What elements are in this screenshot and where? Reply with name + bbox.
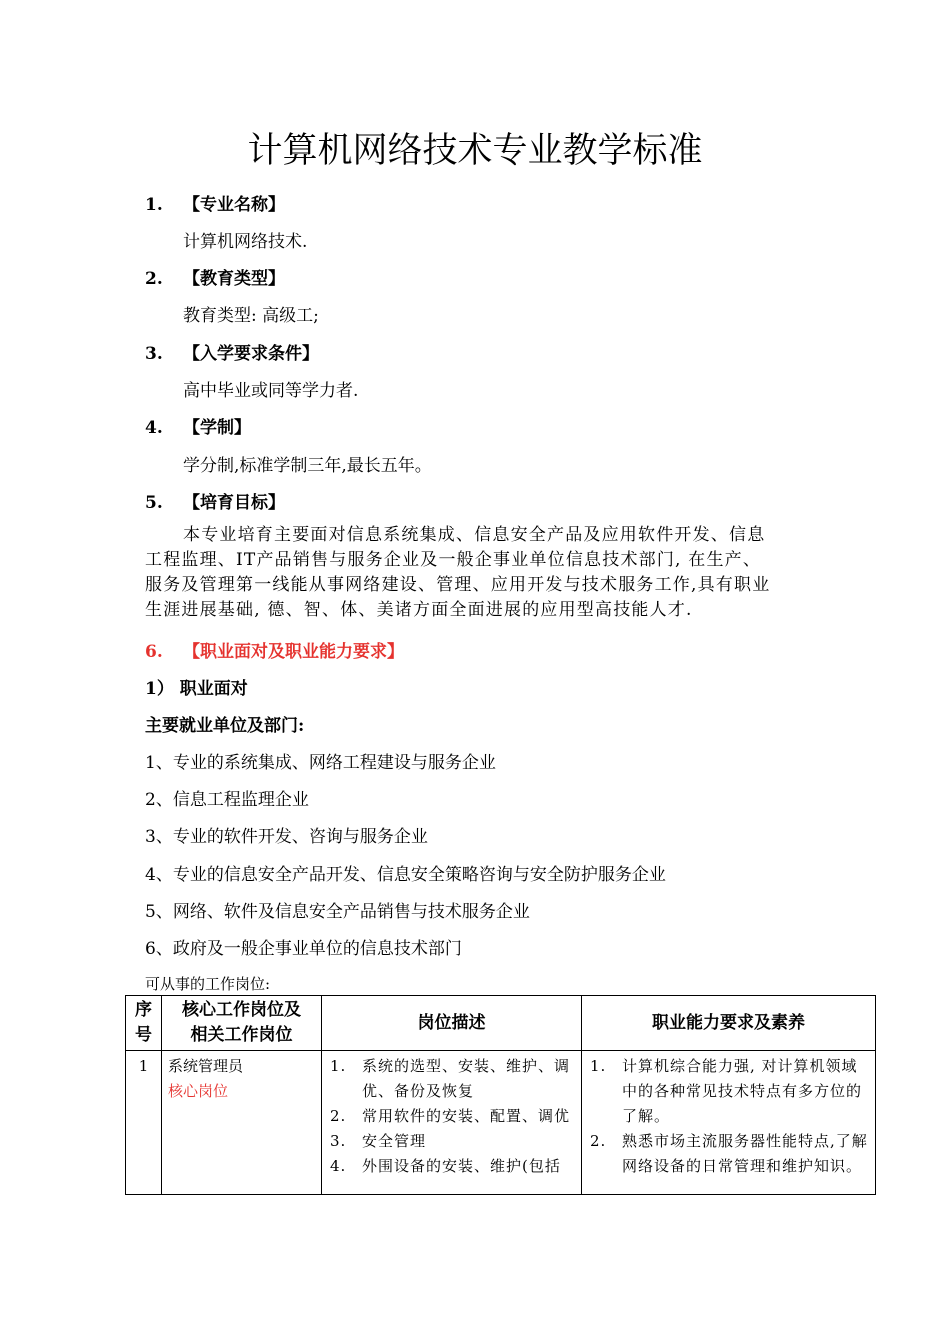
item-number: 1. <box>330 1057 347 1075</box>
paragraph-line: 生涯进展基础, 德、智、体、美诸方面全面进展的应用型高技能人才. <box>145 600 693 620</box>
item-text: 熟悉市场主流服务器性能特点,了解网络设备的日常管理和维护知识。 <box>622 1132 868 1175</box>
list-item <box>328 1054 575 1104</box>
post-tag: 核心岗位 <box>168 1082 229 1100</box>
item-text: 计算机综合能力强, 对计算机领域中的各种常见技术特点有多方位的了解。 <box>622 1057 863 1125</box>
section-heading-5 <box>145 488 285 513</box>
header-post-line: 相关工作岗位 <box>190 1025 293 1045</box>
section-number: 1. <box>145 195 163 215</box>
paragraph-line: 服务及管理第一线能从事网络建设、管理、应用开发与技术服务工作,具有职业 <box>145 575 771 595</box>
header-requirements: 职业能力要求及素养 <box>582 996 876 1051</box>
section-title: 【入学要求条件】 <box>183 344 319 364</box>
section-title: 【专业名称】 <box>183 195 285 215</box>
section-heading-1 <box>145 190 285 215</box>
table-row <box>126 1051 876 1195</box>
job-positions-table <box>125 995 876 1195</box>
unit-item: 2、信息工程监理企业 <box>145 790 309 810</box>
section-content-2: 教育类型: 高级工; <box>183 306 319 326</box>
item-number: 4. <box>330 1157 347 1175</box>
header-seq-line: 序 <box>135 1000 152 1020</box>
cell-requirements <box>582 1051 876 1195</box>
section-number: 5. <box>145 493 163 513</box>
header-post <box>162 996 322 1051</box>
unit-item: 3、专业的软件开发、咨询与服务企业 <box>145 827 428 847</box>
subheading: 1） 职业面对 <box>145 679 248 699</box>
list-item <box>328 1104 575 1129</box>
paragraph-line: 工程监理、IT产品销售与服务企业及一般企事业单位信息技术部门, 在生产、 <box>145 550 762 570</box>
item-number: 2. <box>590 1132 607 1150</box>
post-name: 系统管理员 <box>168 1057 244 1075</box>
item-text: 系统的选型、安装、维护、调优、备份及恢复 <box>362 1057 571 1100</box>
section-content-1: 计算机网络技术. <box>183 232 308 252</box>
item-number: 2. <box>330 1107 347 1125</box>
list-item <box>328 1154 575 1179</box>
section-title: 【教育类型】 <box>183 269 285 289</box>
header-post-line: 核心工作岗位及 <box>182 1000 301 1020</box>
item-text: 安全管理 <box>362 1132 427 1150</box>
section-heading-4 <box>145 413 251 438</box>
header-seq-line: 号 <box>135 1025 152 1045</box>
section-content-5 <box>145 523 815 623</box>
item-number: 1. <box>590 1057 607 1075</box>
section-number: 2. <box>145 269 163 289</box>
section-number: 3. <box>145 344 163 364</box>
section-heading-2 <box>145 264 285 289</box>
item-number: 3. <box>330 1132 347 1150</box>
section-title: 【学制】 <box>183 418 251 438</box>
requirements-list <box>588 1054 869 1179</box>
item-text: 常用软件的安装、配置、调优 <box>362 1107 571 1125</box>
list-item <box>328 1129 575 1154</box>
cell-seq: 1 <box>126 1051 162 1195</box>
unit-item: 4、专业的信息安全产品开发、信息安全策略咨询与安全防护服务企业 <box>145 865 666 885</box>
cell-description <box>322 1051 582 1195</box>
table-header-row <box>126 996 876 1051</box>
header-seq <box>126 996 162 1051</box>
header-description: 岗位描述 <box>322 996 582 1051</box>
section-number: 4. <box>145 418 163 438</box>
section-title: 【职业面对及职业能力要求】 <box>183 642 404 662</box>
item-text: 外围设备的安装、维护(包括 <box>362 1157 561 1175</box>
section-title: 【培育目标】 <box>183 493 285 513</box>
section-heading-3 <box>145 339 319 364</box>
description-list <box>328 1054 575 1179</box>
page-title: 计算机网络技术专业教学标准 <box>247 131 703 171</box>
table-caption: 可从事的工作岗位: <box>145 975 271 993</box>
section-content-4: 学分制,标准学制三年,最长五年。 <box>183 456 432 476</box>
section-content-3: 高中毕业或同等学力者. <box>183 381 359 401</box>
paragraph-line: 本专业培育主要面对信息系统集成、信息安全产品及应用软件开发、信息 <box>183 525 766 545</box>
units-heading: 主要就业单位及部门: <box>145 716 305 736</box>
section-number: 6. <box>145 642 163 662</box>
unit-item: 1、专业的系统集成、网络工程建设与服务企业 <box>145 753 496 773</box>
unit-item: 5、网络、软件及信息安全产品销售与技术服务企业 <box>145 902 530 922</box>
list-item <box>588 1129 869 1179</box>
list-item <box>588 1054 869 1129</box>
section-heading-6 <box>145 637 404 662</box>
cell-post <box>162 1051 322 1195</box>
unit-item: 6、政府及一般企事业单位的信息技术部门 <box>145 939 462 959</box>
